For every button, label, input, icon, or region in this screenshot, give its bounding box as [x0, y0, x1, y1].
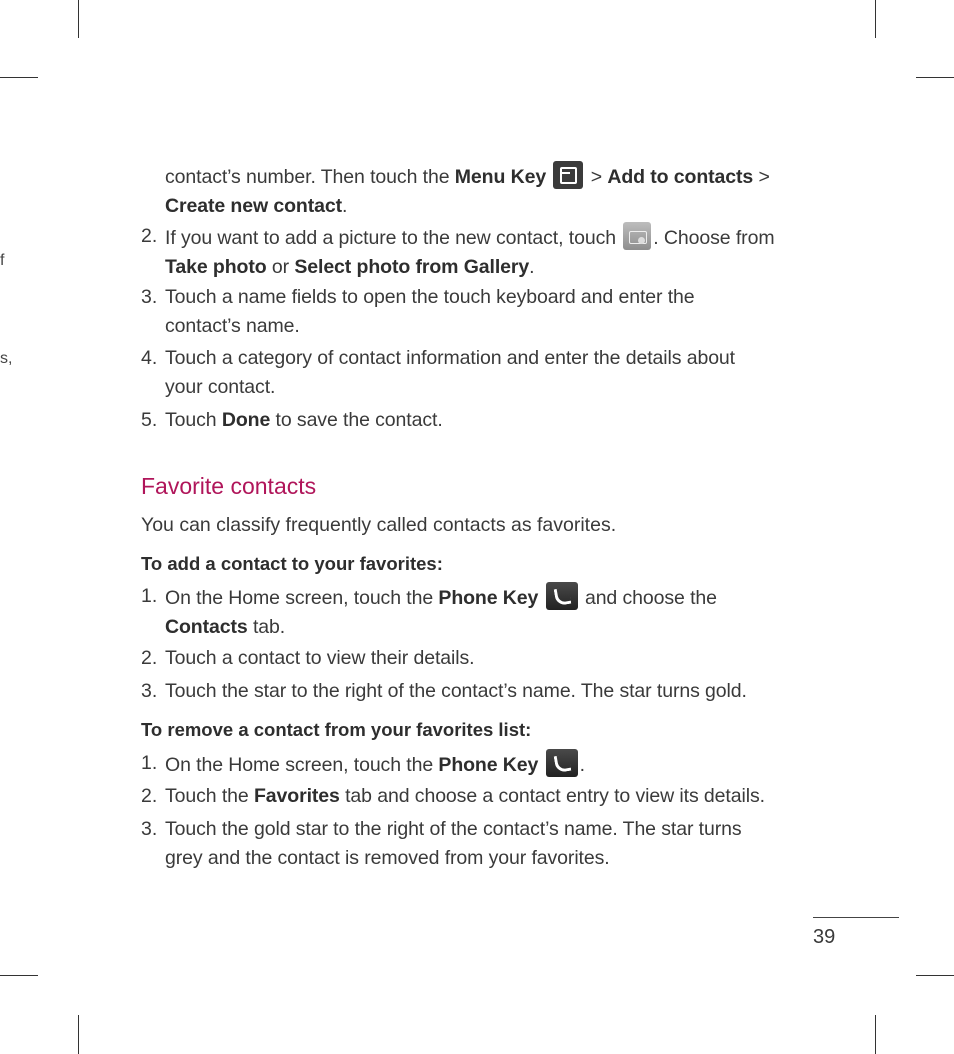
step-1-continuation: contact’s number. Then touch the Menu Key > Add to contacts > Create new contact. — [165, 161, 845, 220]
step-number: 1. — [141, 752, 158, 774]
phone-key-label: Phone Key — [438, 754, 539, 776]
add-step-3: Touch the star to the right of the contact’s name. The star turns gold. — [165, 680, 747, 702]
step-number: 2. — [141, 647, 158, 669]
phone-key-icon — [546, 582, 578, 610]
create-new-contact-label: Create new contact — [165, 194, 343, 217]
remove-step-3: Touch the gold star to the right of the contact’s name. The star turns grey and the contact is removed from your favorites. — [165, 818, 742, 869]
add-favorites-heading: To add a contact to your favorites: — [141, 553, 443, 574]
step-3: Touch a name fields to open the touch keyboard and enter the contact’s name. — [165, 286, 695, 337]
phone-key-label: Phone Key — [438, 587, 539, 609]
menu-key-icon — [553, 161, 583, 189]
remove-step-1: On the Home screen, touch the Phone Key . — [165, 749, 845, 780]
step-number: 5. — [141, 409, 158, 431]
step-number: 2. — [141, 785, 158, 807]
done-label: Done — [221, 409, 271, 431]
favorites-tab-label: Favorites — [253, 785, 340, 807]
step-number: 3. — [141, 286, 158, 308]
section-intro: You can classify frequently called contacts as favorites. — [141, 514, 617, 536]
take-photo-label: Take photo — [165, 255, 267, 278]
phone-key-icon — [546, 749, 578, 777]
step-5: Touch Done to save the contact. — [165, 409, 443, 431]
add-step-2: Touch a contact to view their details. — [165, 647, 475, 669]
edge-fragment: s, — [0, 350, 13, 367]
step-number: 3. — [141, 818, 158, 840]
photo-icon — [623, 222, 651, 250]
step-number: 4. — [141, 347, 158, 369]
page-number-rule — [813, 917, 899, 918]
step-2: If you want to add a picture to the new contact, touch . Choose from Take photo or Select photo from Gallery. — [165, 222, 845, 281]
step-number: 3. — [141, 680, 158, 702]
remove-step-2: Touch the Favorites tab and choose a contact entry to view its details. — [165, 785, 765, 807]
add-to-contacts-label: Add to contacts — [607, 166, 754, 188]
add-step-1: On the Home screen, touch the Phone Key and choose the Contacts tab. — [165, 582, 845, 641]
contacts-tab-label: Contacts — [165, 615, 248, 638]
step-4: Touch a category of contact information and enter the details about your contact. — [165, 347, 735, 398]
step-number: 1. — [141, 585, 158, 607]
edge-fragment: f — [0, 252, 5, 269]
step-number: 2. — [141, 225, 158, 247]
section-title: Favorite contacts — [141, 473, 317, 499]
remove-favorites-heading: To remove a contact from your favorites list: — [141, 719, 532, 740]
page-number: 39 — [813, 926, 836, 948]
menu-key-label: Menu Key — [454, 166, 547, 188]
select-photo-label: Select photo from Gallery — [294, 255, 530, 278]
